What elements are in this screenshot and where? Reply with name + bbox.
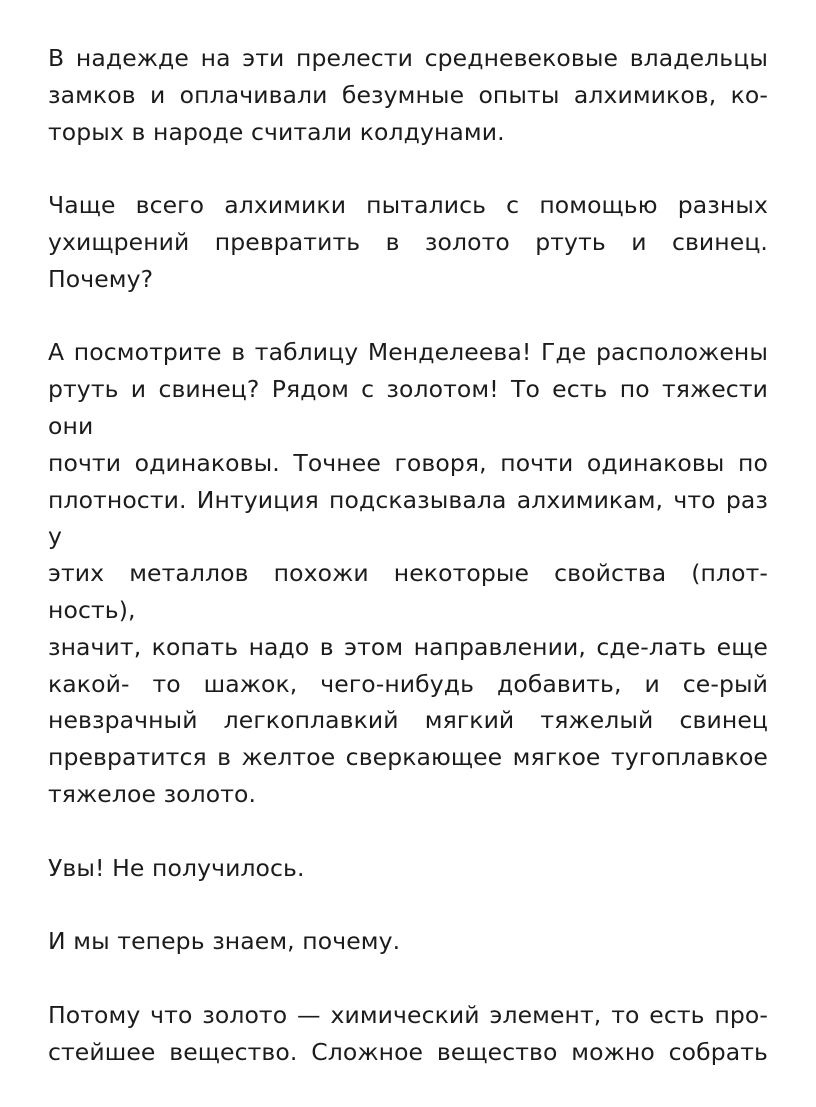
text-line: Чаще всего алхимики пытались с помощью разных bbox=[48, 191, 768, 220]
text-line: тяжелое золото. bbox=[48, 779, 257, 808]
text-line: Увы! Не получилось. bbox=[48, 853, 305, 882]
text-line: В надежде на эти прелести средневековые владельцы bbox=[48, 44, 768, 72]
text-line: А посмотрите в таблицу Менделеева! Где расположены bbox=[48, 338, 768, 367]
paragraph-1 bbox=[48, 40, 768, 150]
text-line: Почему? bbox=[48, 264, 154, 293]
paragraph-6 bbox=[48, 997, 768, 1071]
text-line: какой- то шажок, чего-нибудь добавить, и се-рый bbox=[48, 669, 768, 698]
paragraph-2 bbox=[48, 187, 768, 297]
text-line: ртуть и свинец? Рядом с золотом! То есть по тяжести они bbox=[48, 375, 768, 440]
text-line: плотности. Интуиция подсказывала алхимикам, что раз у bbox=[48, 485, 768, 551]
text-line: замков и оплачивали безумные опыты алхимиков, ко- bbox=[48, 80, 768, 109]
text-line: превратится в желтое сверкающее мягкое тугоплавкое bbox=[48, 743, 768, 772]
text-line: почти одинаковы. Точнее говоря, почти одинаковы по bbox=[48, 448, 768, 477]
text-line: этих металлов похожи некоторые свойства (плот-ность), bbox=[48, 559, 768, 624]
text-line: ухищрений превратить в золото ртуть и свинец. bbox=[48, 227, 768, 256]
paragraph-4 bbox=[48, 850, 768, 887]
text-line: Потому что золото — химический элемент, то есть про- bbox=[48, 1000, 768, 1029]
document-page bbox=[48, 40, 768, 1107]
text-line: торых в народе считали колдунами. bbox=[48, 117, 505, 146]
paragraph-5 bbox=[48, 923, 768, 960]
text-line: значит, копать надо в этом направлении, сде-лать еще bbox=[48, 632, 768, 661]
text-line: И мы теперь знаем, почему. bbox=[48, 927, 401, 956]
text-line: невзрачный легкоплавкий мягкий тяжелый свинец bbox=[48, 706, 768, 735]
paragraph-3 bbox=[48, 334, 768, 812]
text-line: стейшее вещество. Сложное вещество можно собрать bbox=[48, 1037, 768, 1066]
